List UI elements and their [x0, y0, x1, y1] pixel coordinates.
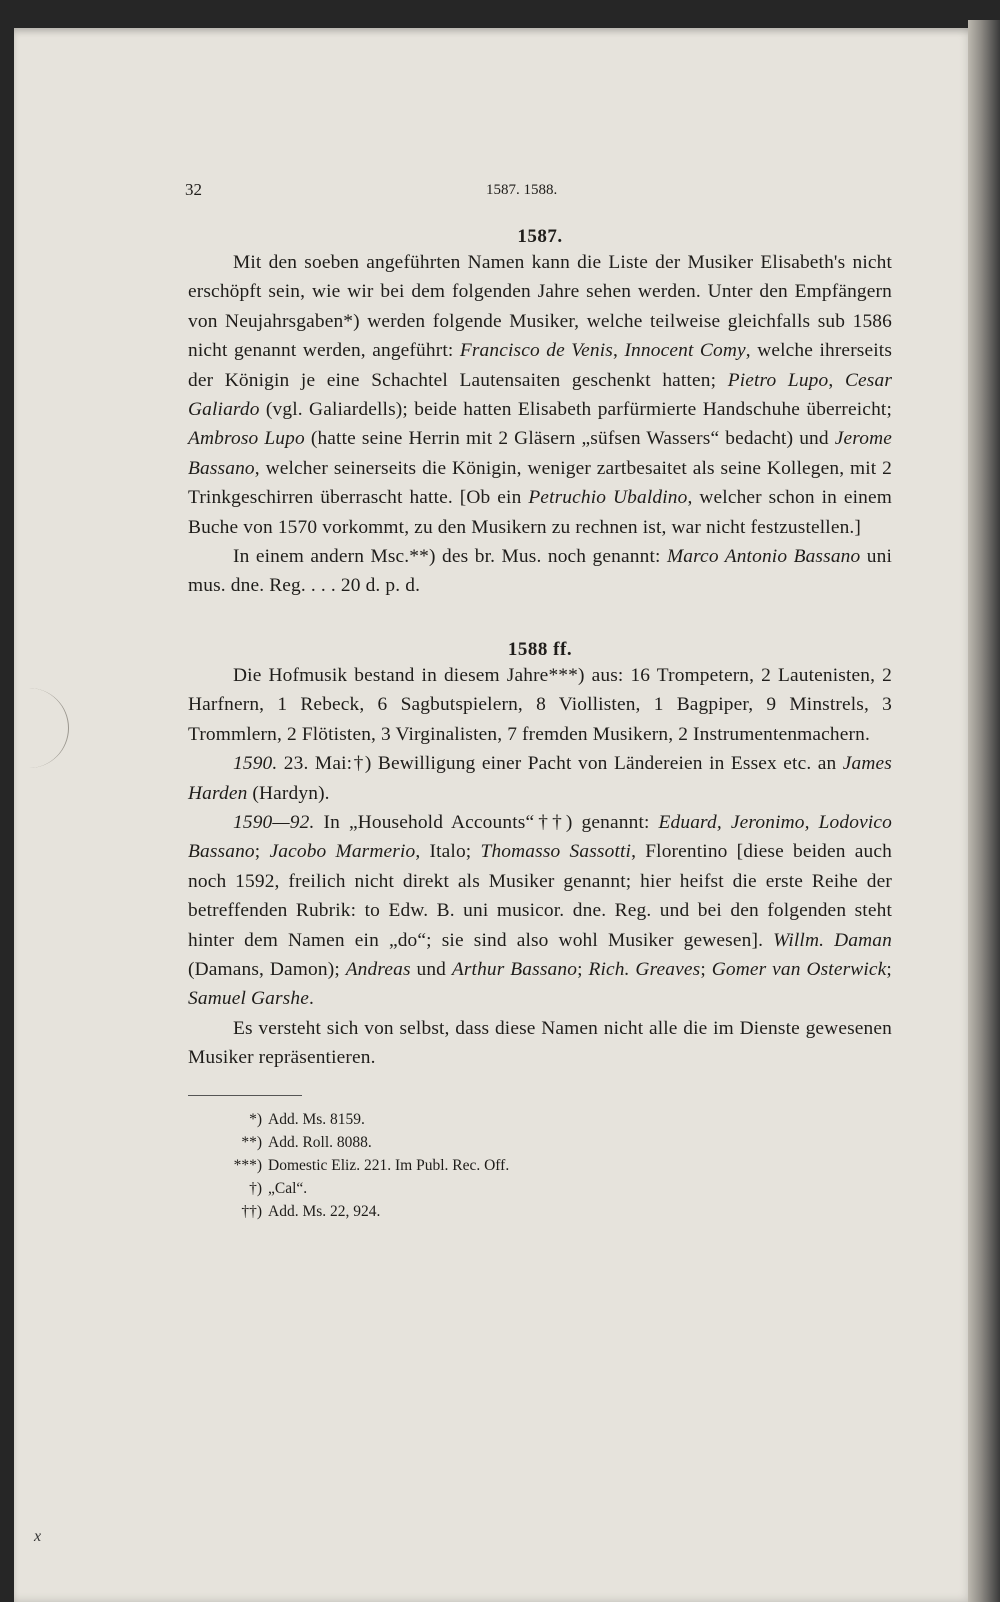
italic-name: 1590.	[233, 753, 278, 775]
footnote-rule	[188, 1095, 302, 1096]
page-header	[185, 180, 892, 210]
footnote	[188, 1154, 892, 1177]
italic-name: Ambroso Lupo	[188, 428, 305, 450]
footnote-text: Add. Ms. 8159.	[268, 1110, 365, 1128]
text-run: ,	[828, 369, 845, 391]
paragraph	[188, 542, 892, 601]
footnote	[188, 1131, 892, 1154]
italic-name: Gomer van Osterwick	[711, 958, 887, 980]
footnote-marker: ††)	[241, 1202, 262, 1220]
footnote-marker: †)	[249, 1179, 262, 1197]
text-run: , welcher schon in einem Buche von 1570 vorkommt, zu den Musikern zu rechnen ist, war nicht festzustellen.]	[188, 487, 892, 538]
footnote	[188, 1108, 892, 1131]
text-run: , welcher seinerseits die Königin, weniger zartbesaitet als seine Kollegen, mit 2 Trinkgeschirren überrascht hatte. [Ob ein	[188, 457, 892, 509]
paragraph	[188, 248, 892, 542]
text-run: 23. Mai:†) Bewilligung einer Pacht von Ländereien in Essex etc. an	[277, 753, 843, 775]
italic-name: Arthur Bassano	[451, 958, 578, 980]
page-edge	[968, 20, 1000, 1602]
footnote-marker: **)	[241, 1133, 262, 1151]
text-run: (Hardyn).	[247, 782, 330, 804]
text-run: (Damans, Damon);	[188, 958, 346, 980]
paragraph	[188, 661, 892, 749]
italic-name: Innocent Comy	[624, 340, 746, 362]
italic-name: 1590—92.	[233, 811, 315, 833]
italic-name: Marco Antonio Bassano	[666, 546, 861, 568]
italic-name: Pietro Lupo	[727, 369, 829, 391]
footnote	[188, 1177, 892, 1200]
paragraph	[188, 808, 892, 1014]
italic-name: Samuel Garshe	[188, 988, 309, 1010]
paragraph	[188, 749, 892, 808]
footnotes	[188, 1108, 892, 1223]
text-run: In „Household Accounts“††) genannt:	[314, 811, 659, 833]
text-run: Die Hofmusik bestand in diesem Jahre***) aus: 16 Trompetern, 2 Lautenisten, 2 Harfnern, 1 Rebeck, 6 Sagbutspielern, 8 Viollisten, 1 Bagpiper, 9 Minstrels, 3 Trommlern, 2 Flötisten, 3 Virginalisten, 7 fremden Musikern, 2 Instrumentenmachern.	[188, 664, 892, 745]
italic-name: Cesar Galiardo	[188, 369, 893, 421]
paragraph	[188, 1014, 892, 1073]
text-run: (hatte seine Herrin mit 2 Gläsern „süfsen Wassers“ bedacht) und	[304, 428, 835, 450]
text-run: ;	[254, 841, 270, 863]
text-run: und	[410, 958, 452, 980]
italic-name: Petruchio Ubaldino	[528, 487, 688, 509]
section-body-1587	[188, 248, 892, 601]
text-run: In einem andern Msc.**) des br. Mus. noch genannt:	[233, 546, 667, 568]
text-run: uni mus. dne. Reg. . . . 20 d. p. d.	[188, 546, 892, 597]
text-run: , Florentino [diese beiden auch noch 1592, freilich nicht direkt als Musiker genannt; hier heifst die erste Reihe der betreffenden Rubrik: to Edw. B. uni musicor. dne. Reg. und bei den folgenden steht hinter dem Namen ein „do“; sie sind also wohl Musiker gewesen].	[188, 841, 892, 951]
text-run: ;	[886, 958, 892, 980]
section-heading-1588: 1588 ff.	[507, 638, 573, 660]
italic-name: James Harden	[188, 753, 892, 804]
section-body-1588	[188, 661, 892, 1073]
text-run: , welche ihrerseits der Königin je eine Schachtel Lautensaiten geschenkt hatten;	[188, 340, 893, 391]
italic-name: Eduard, Jeronimo, Lodovico Bassano	[188, 811, 892, 863]
italic-name: Thomasso Sassotti	[480, 841, 632, 863]
text-run: Mit den soeben angeführten Namen kann die Liste der Musiker Elisabeth's nicht erschöpft sein, wie wir bei dem folgenden Jahre sehen werden. Unter den Empfängern von Neujahrsgaben*) werden folgende Musiker, welche teilweise gleichfalls sub 1586 nicht genannt werden, angeführt:	[188, 252, 892, 362]
italic-name: Willm. Daman	[773, 929, 892, 951]
section-heading-1587: 1587.	[517, 226, 563, 247]
text-run: ;	[700, 958, 712, 980]
footnote-marker: ***)	[233, 1156, 262, 1174]
footnote-text: Add. Roll. 8088.	[268, 1133, 372, 1151]
text-run: (vgl. Galiardells); beide hatten Elisabeth parfürmierte Handschuhe überreicht;	[259, 399, 892, 421]
margin-mark: x	[34, 1528, 42, 1545]
footnote	[188, 1200, 892, 1223]
italic-name: Jacobo Marmerio	[269, 841, 416, 863]
italic-name: Rich. Greaves	[588, 958, 701, 980]
text-run: Es versteht sich von selbst, dass diese Namen nicht alle die im Dienste gewesenen Musiker repräsentieren.	[188, 1017, 892, 1069]
footnote-text: Add. Ms. 22, 924.	[268, 1202, 381, 1220]
footnote-marker: *)	[249, 1110, 262, 1128]
italic-name: Andreas	[345, 958, 411, 980]
footnote-text: Domestic Eliz. 221. Im Publ. Rec. Off.	[268, 1156, 510, 1174]
italic-name: Francisco de Venis	[459, 340, 613, 362]
page-content	[185, 180, 893, 1223]
text-run: ,	[613, 340, 625, 362]
text-run: ;	[577, 958, 589, 980]
text-run: .	[308, 988, 314, 1010]
page-number: 32	[185, 180, 202, 199]
running-title: 1587. 1588.	[486, 182, 558, 198]
italic-name: Jerome Bassano	[188, 428, 892, 479]
text-run: , Italo;	[415, 841, 481, 863]
footnote-text: „Cal“.	[268, 1179, 308, 1197]
margin-shadow	[28, 688, 69, 768]
